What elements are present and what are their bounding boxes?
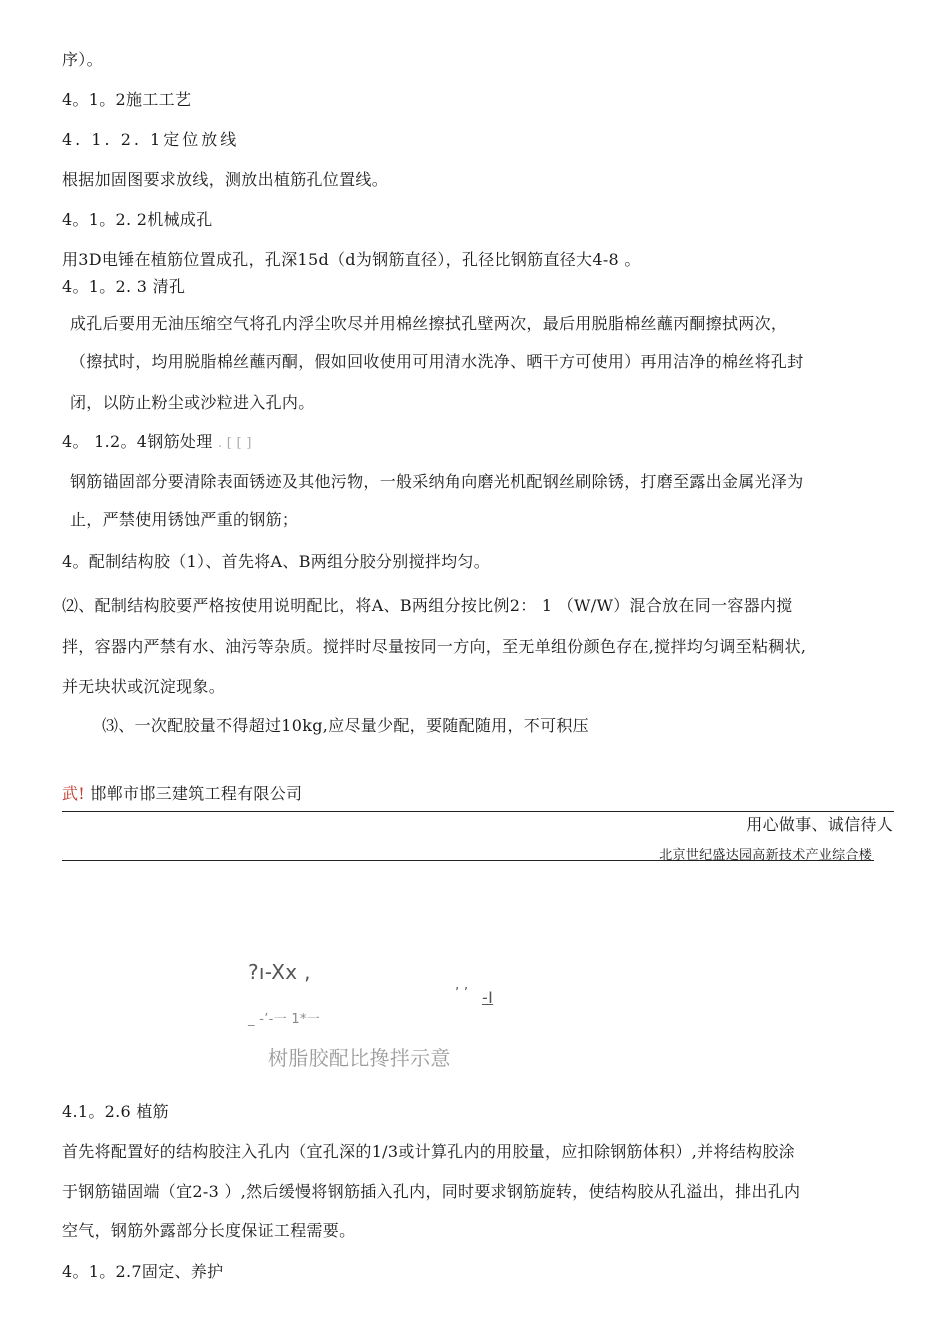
header-mark: 武! bbox=[62, 784, 86, 803]
section-heading: 4. 1. 2. 1定位放线 bbox=[62, 130, 240, 149]
figure-caption: 树脂胶配比搀拌示意 bbox=[268, 1046, 451, 1070]
figure-text: ’ ’ bbox=[455, 986, 469, 1001]
text-line: 止，严禁使用锈蚀严重的钢筋； bbox=[70, 510, 299, 529]
section-heading: 4.1。2.6 植筋 bbox=[62, 1102, 169, 1121]
project-name: 北京世纪盛达园高新技术产业综合楼 bbox=[659, 848, 872, 863]
figure-text: _ -’-一 1*一 bbox=[248, 1012, 321, 1027]
company-name: 邯郸市邯三建筑工程有限公司 bbox=[90, 784, 303, 803]
text-line: 用3D电锤在植筋位置成孔，孔深15d（d为钢筋直径），孔径比钢筋直径大4-8 。 bbox=[62, 250, 641, 269]
text-line: 拌，容器内严禁有水、油污等杂质。搅拌时尽量按同一方向，至无单组份颜色存在,搅拌均匀调至粘稠状, bbox=[62, 637, 807, 656]
text-line: 闭，以防止粉尘或沙粒进入孔内。 bbox=[70, 393, 315, 412]
company-slogan: 用心做事、诚信待人 bbox=[746, 815, 893, 834]
text-line: 空气，钢筋外露部分长度保证工程需要。 bbox=[62, 1221, 356, 1240]
text-line: 根据加固图要求放线，测放出植筋孔位置线。 bbox=[62, 170, 389, 189]
figure-text: -I bbox=[482, 988, 494, 1007]
text-line: 4。配制结构胶（1）、首先将A、B两组分胶分别搅拌均匀。 bbox=[62, 552, 491, 571]
section-heading: 4。1。2. 3 清孔 bbox=[62, 277, 186, 296]
scan-artifact: . [ [ ] bbox=[217, 436, 252, 451]
text-line: （擦拭时，均用脱脂棉丝蘸丙酮，假如回收使用可用清水洗净、晒干方可使用）再用洁净的棉丝将孔封 bbox=[70, 352, 804, 371]
page-header bbox=[62, 784, 302, 804]
header-divider bbox=[62, 811, 894, 812]
text-line: ⑵、配制结构胶要严格按使用说明配比，将A、B两组分按比例2： 1 （W/W）混合放在同一容器内搅 bbox=[62, 596, 793, 615]
text-line: 首先将配置好的结构胶注入孔内（宜孔深的1/3或计算孔内的用胶量，应扣除钢筋体积）,并将结构胶涂 bbox=[62, 1142, 795, 1161]
text-line: 于钢筋锚固端（宜2-3 ）,然后缓慢将钢筋插入孔内，同时要求钢筋旋转，使结构胶从孔溢出，排出孔内 bbox=[62, 1182, 801, 1201]
text-line: ⑶、一次配胶量不得超过10kg,应尽量少配，要随配随用，不可积压 bbox=[102, 716, 589, 735]
text-line: 钢筋锚固部分要清除表面锈迹及其他污物，一般采纳角向磨光机配钢丝刷除锈，打磨至露出金属光泽为 bbox=[70, 472, 804, 491]
heading-text: 4。 1.2。4钢筋处理 bbox=[62, 432, 213, 451]
figure-text: ?ı-Xx , bbox=[248, 960, 311, 984]
section-heading: 4。1。2.7固定、养护 bbox=[62, 1262, 224, 1281]
text-line: 成孔后要用无油压缩空气将孔内浮尘吹尽并用棉丝擦拭孔壁两次，最后用脱脂棉丝蘸丙酮擦拭两次， bbox=[70, 314, 788, 333]
section-heading bbox=[62, 432, 252, 454]
text-line: 序）。 bbox=[62, 50, 103, 69]
section-heading: 4。1。2. 2机械成孔 bbox=[62, 210, 213, 229]
text-line: 并无块状或沉淀现象。 bbox=[62, 677, 226, 696]
section-heading: 4。1。2施工工艺 bbox=[62, 90, 192, 109]
